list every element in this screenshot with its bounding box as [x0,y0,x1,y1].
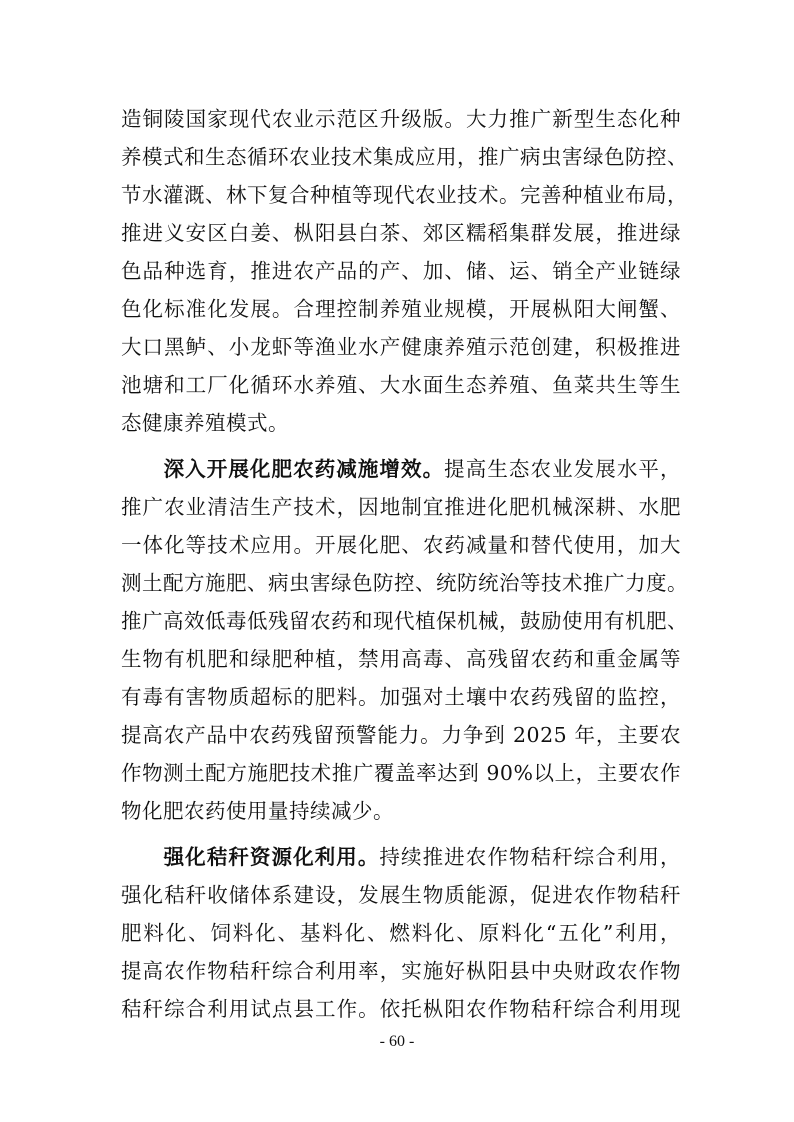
text-line-content: 持续推进农作物秸秆综合利用， [379,845,682,869]
paragraph-fertilizer-pesticide-reduction [121,450,688,830]
text-line: 推广农业清洁生产技术，因地制宜推进化肥机械深耕、水肥 [121,495,681,519]
paragraph-agriculture-demo-zone [121,100,688,442]
body-text [121,100,688,1028]
text-line: 色化标准化发展。合理控制养殖业规模，开展枞阳大闸蟹、 [121,297,681,321]
text-line: 生物有机肥和绿肥种植，禁用高毒、高残留农药和重金属等 [121,647,681,671]
page-number: - 60 - [379,1033,415,1050]
text-line: 强化秸秆收储体系建设，发展生物质能源，促进农作物秸秆 [121,883,681,907]
text-line [121,450,681,488]
text-line: 池塘和工厂化循环水养殖、大水面生态养殖、鱼菜共生等生 [121,373,681,397]
text-line: 造铜陵国家现代农业示范区升级版。大力推广新型生态化种 [121,107,681,131]
text-line: 有毒有害物质超标的肥料。加强对土壤中农药残留的监控， [121,685,681,709]
text-line: 肥料化、饲料化、基料化、燃料化、原料化“五化”利用， [121,921,681,945]
text-line: 节水灌溉、林下复合种植等现代农业技术。完善种植业布局， [121,183,688,207]
text-line: 一体化等技术应用。开展化肥、农药减量和替代使用，加大 [121,533,681,557]
paragraph-heading: 强化秸秆资源化利用。 [163,845,380,869]
text-line: 色品种选育，推进农产品的产、加、储、运、销全产业链绿 [121,259,681,283]
text-line: 提高农作物秸秆综合利用率，实施好枞阳县中央财政农作物 [121,959,681,983]
text-line: 作物测土配方施肥技术推广覆盖率达到 90%以上，主要农作 [121,761,681,785]
text-line: 大口黑鲈、小龙虾等渔业水产健康养殖示范创建，积极推进 [121,335,681,359]
text-line: 推广高效低毒低残留农药和现代植保机械，鼓励使用有机肥、 [121,609,688,633]
text-line-content: 提高生态农业发展水平， [444,457,682,481]
paragraph-heading: 深入开展化肥农药减施增效。 [163,457,445,481]
text-line: 测土配方施肥、病虫害绿色防控、统防统治等技术推广力度。 [121,571,688,595]
text-line: 提高农产品中农药残留预警能力。力争到 2025 年，主要农 [121,723,681,747]
paragraph-straw-utilization [121,838,681,1028]
text-line: 推进义安区白姜、枞阳县白茶、郊区糯稻集群发展，推进绿 [121,221,681,245]
text-line: 态健康养殖模式。 [121,411,289,435]
text-line [121,838,681,876]
text-line: 物化肥农药使用量持续减少。 [121,799,394,823]
text-line: 养模式和生态循环农业技术集成应用，推广病虫害绿色防控、 [121,145,688,169]
text-line: 秸秆综合利用试点县工作。依托枞阳农作物秸秆综合利用现 [121,997,681,1021]
